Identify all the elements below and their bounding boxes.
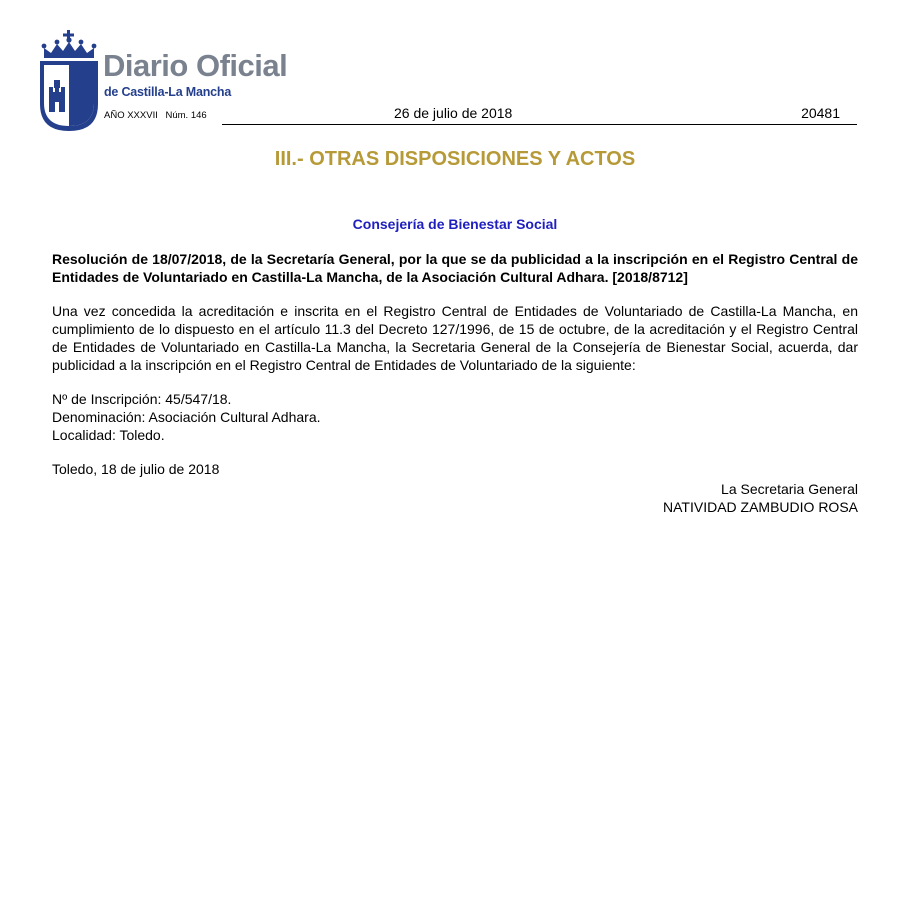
section-title: III.- OTRAS DISPOSICIONES Y ACTOS xyxy=(274,148,636,170)
signatory-role: La Secretaria General xyxy=(721,481,858,497)
registration-details xyxy=(52,390,858,444)
castilla-la-mancha-shield-icon xyxy=(38,30,100,132)
page-number: 20481 xyxy=(801,105,840,121)
entity-name: Denominación: Asociación Cultural Adhara. xyxy=(52,409,321,425)
issue-number: Núm. 146 xyxy=(165,110,207,121)
issue-year: AÑO XXXVII xyxy=(104,110,158,121)
header-divider xyxy=(222,124,857,125)
locality: Localidad: Toledo. xyxy=(52,427,165,443)
place-and-date: Toledo, 18 de julio de 2018 xyxy=(52,461,220,477)
signatory-name: NATIVIDAD ZAMBUDIO ROSA xyxy=(663,499,858,515)
signature-block xyxy=(52,480,858,516)
logo-subtitle: de Castilla-La Mancha xyxy=(104,85,232,99)
body-paragraph: Una vez concedida la acreditación e inscrita en el Registro Central de Entidades de Voluntariado de Castilla-La Mancha, en cumplimiento de lo dispuesto en el artículo 11.3 del Decreto 127/1996, de 15 de octubre, de la acreditación y el Registro Central de Entidades de Voluntariado en Castilla-La Mancha, la Secretaria General de la Consejería de Bienestar Social, acuerda, dar publicidad a la inscripción en el Registro Central de Entidades de Voluntariado de la siguiente: xyxy=(52,303,858,373)
resolution-title: Resolución de 18/07/2018, de la Secretaría General, por la que se da publicidad a la inscripción en el Registro Central de Entidades de Voluntariado en Castilla-La Mancha, de la Asociación Cultural Adhara. [2018/8712] xyxy=(52,251,858,285)
publication-date: 26 de julio de 2018 xyxy=(394,105,513,121)
department-heading: Consejería de Bienestar Social xyxy=(352,216,558,232)
registration-number: Nº de Inscripción: 45/547/18. xyxy=(52,391,232,407)
document-content xyxy=(52,250,858,516)
logo-title: Diario Oficial xyxy=(103,48,288,83)
issue-info xyxy=(104,110,207,121)
